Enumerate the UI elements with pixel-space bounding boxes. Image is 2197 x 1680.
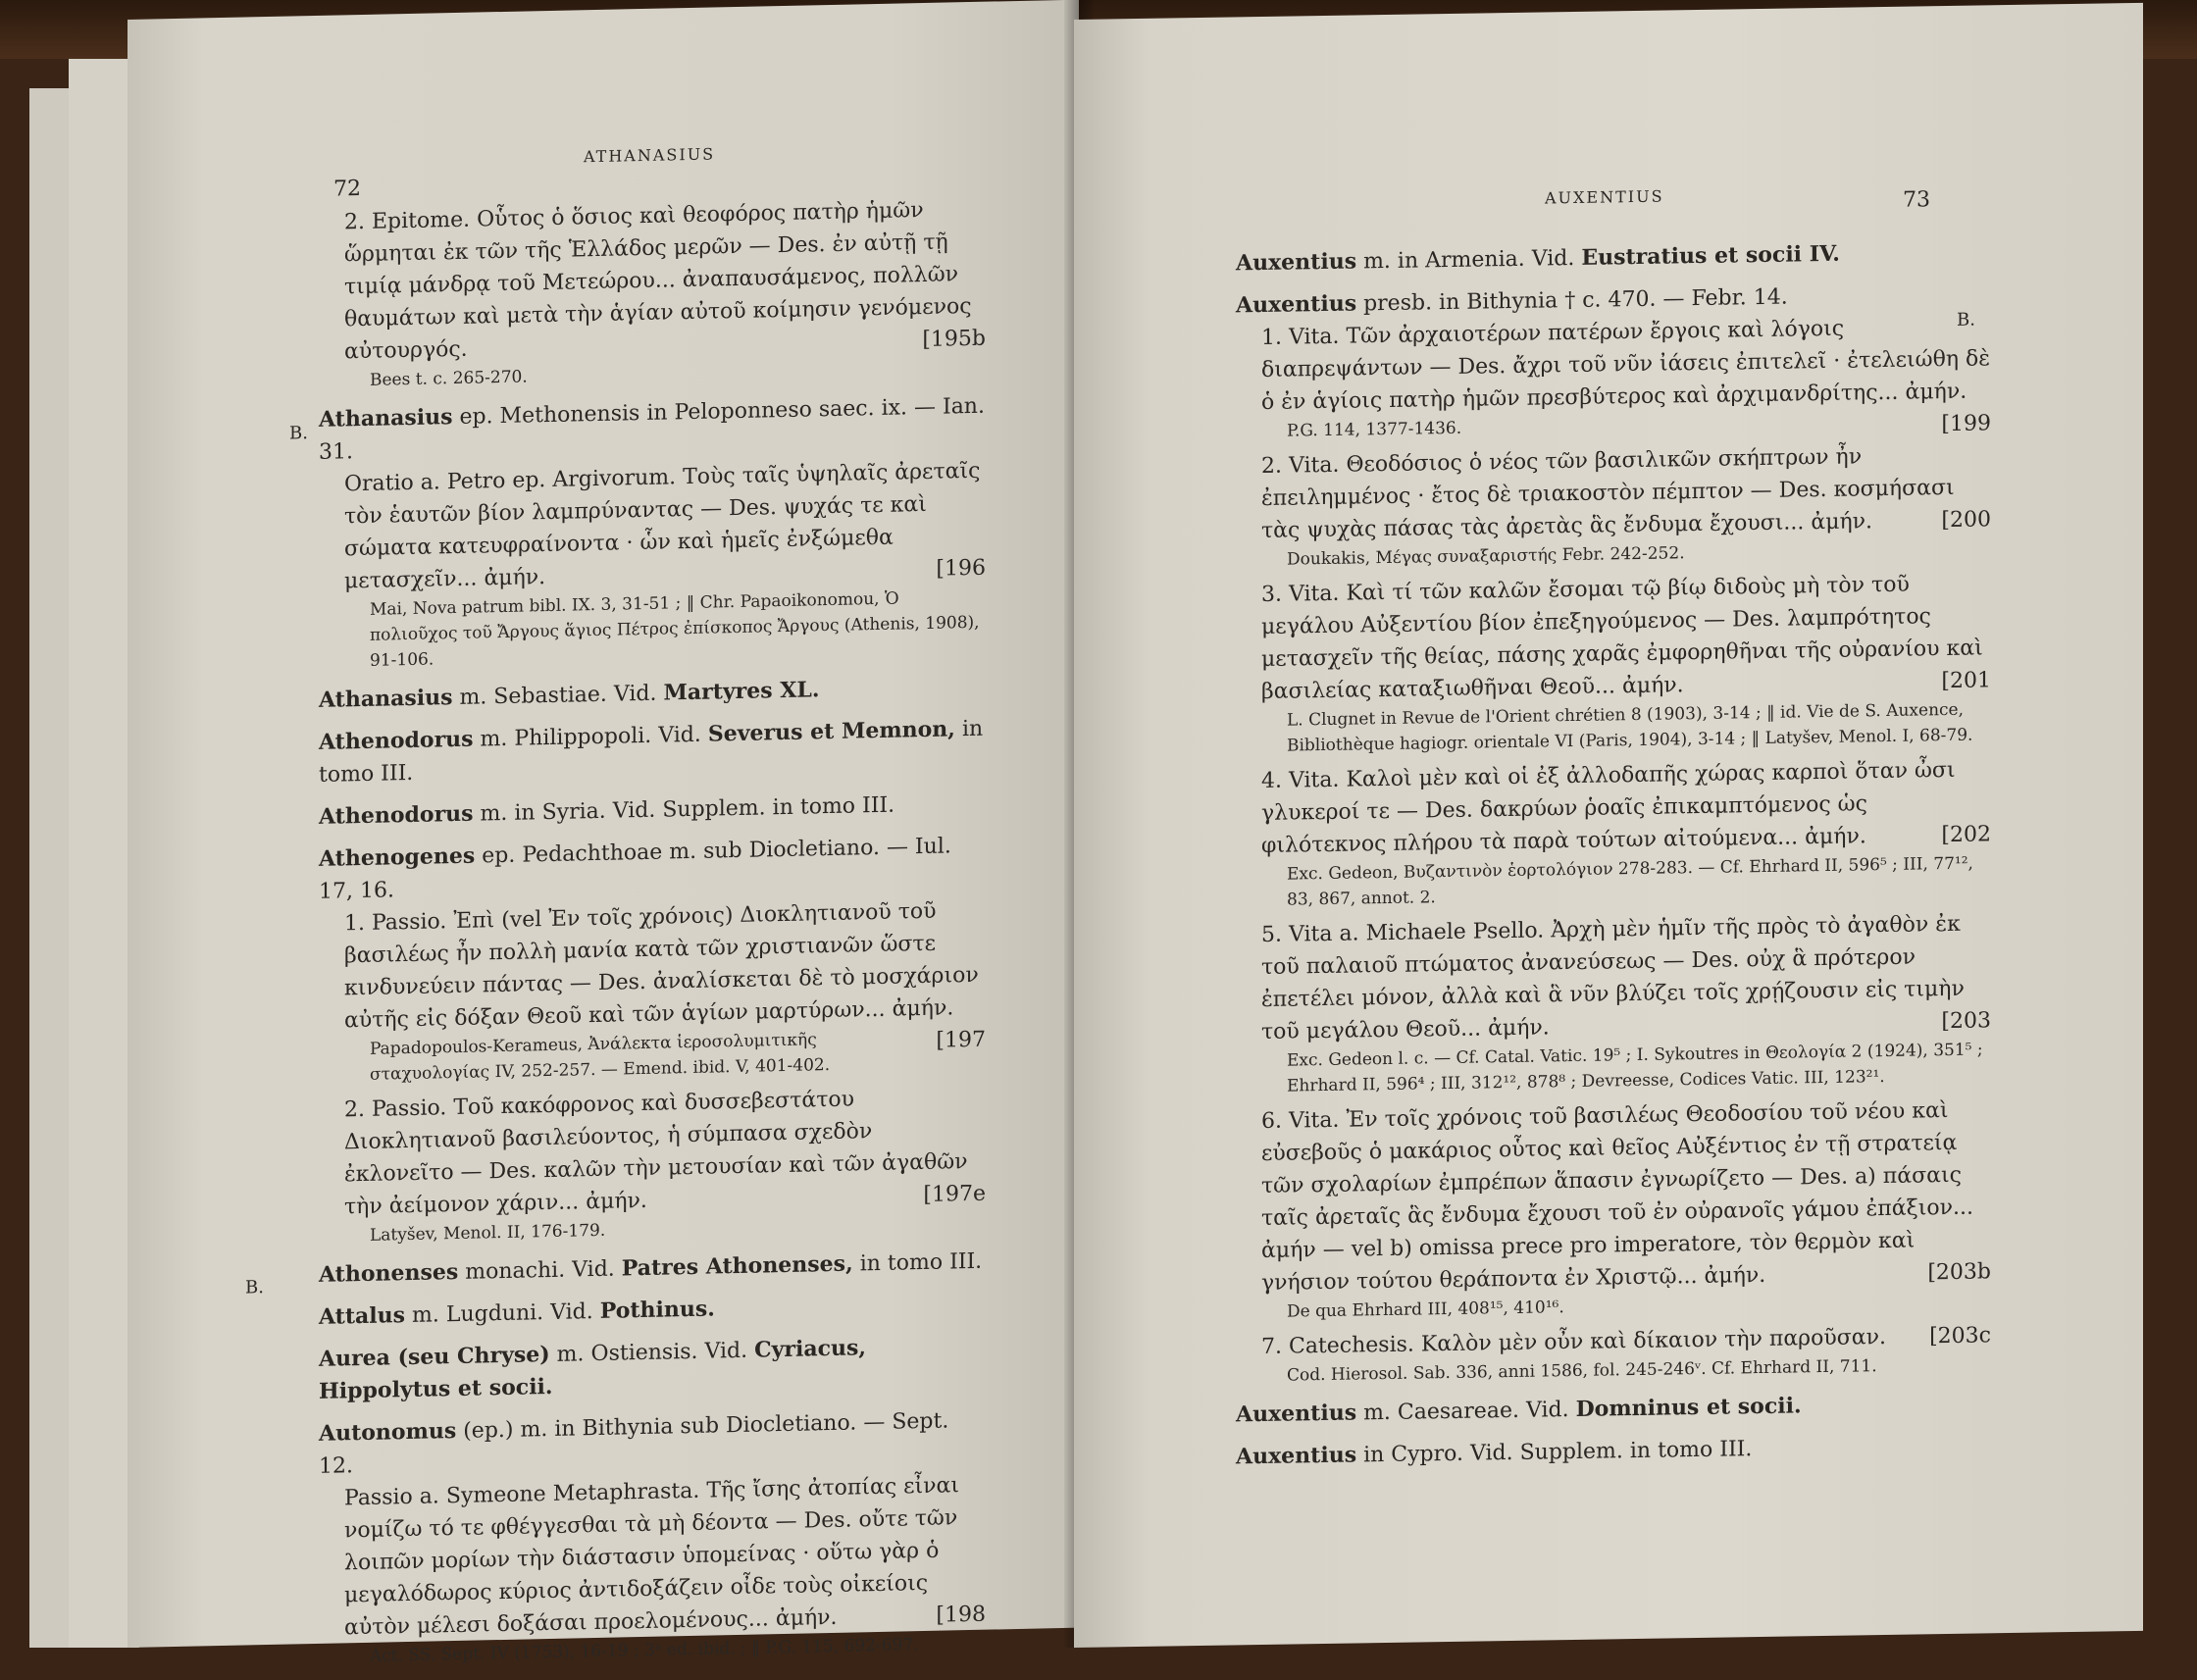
item-number: [203b [1927, 1259, 1991, 1286]
entry-crossref: Domninus et socii. [1575, 1393, 1802, 1422]
item-number: [198 [936, 1602, 986, 1628]
item-text: 5. Vita a. Michaele Psello. Ἀρχὴ μὲν ἡμῖν τῆς πρὸς τὸ ἀγαθὸν ἐκ τοῦ παλαιοῦ πτώματος ἀνανεύσεως — Des. οὐχ ἃ πρότερον ἐπετέλει μόνον, ἀλλὰ καὶ ἃ νῦν βλύζει τοῖς χρῄζουσιν εἰς τιμὴν τοῦ μεγάλου Θεοῦ... ἀμήν. [1261, 911, 1965, 1044]
entry-crossref: Martyres XL. [663, 677, 820, 706]
item-number: [202 [1941, 822, 1991, 848]
item-number: [197 [936, 1027, 986, 1053]
reference-text: Bees t. c. 265-270. [370, 367, 528, 390]
reference-note [1236, 850, 1991, 913]
reference-text: L. Clugnet in Revue de l'Orient chrétien 8 (1903), 3-14 ; ‖ id. Vie de S. Auxence, Bibliothèque hagiogr. orientale VI (Paris, 1904), 3-14 ; ‖ Latyšev, Menol. I, 68-79. [1287, 699, 1973, 756]
item-text: 2. Passio. Τοῦ κακόφρονος καὶ δυσσεβεστάτου Διοκλητιανοῦ βασιλεύοντος, ἡ σύμπασα σχεδὸν ἐκλονεῖτο — Des. καλῶν τὴν μετουσίαν καὶ τῶν ἀγαθῶν τὴν ἀείμονον χάριν... ἀμήν. [344, 1087, 968, 1220]
reference-note [319, 585, 986, 675]
entry-text: m. Ostiensis. Vid. [549, 1338, 755, 1367]
item-text: 1. Passio. Ἐπὶ (vel Ἐν τοῖς χρόνοις) Διοκλητιανοῦ τοῦ βασιλέως ἦν πολλὴ μανία κατὰ τῶν χριστιανῶν ὥστε κινδυνεύειν πάντας — Des. ἀναλίσκεται δὲ τὸ μοσχάριον αὐτῆς εἰς δόξαν Θεοῦ καὶ τῶν ἁγίων μαρτύρων... ἀμήν. [344, 898, 979, 1034]
item-number: [201 [1941, 668, 1991, 694]
text-item [1236, 567, 1991, 708]
text-item [319, 894, 986, 1053]
entry-heading [1236, 235, 1991, 280]
item-text: Oratio a. Petro ep. Argivorum. Τοὺς ταῖς ὑψηλαῖς ἀρεταῖς τὸν ἑαυτῶν βίον λαμπρύναντας — Des. ψυχάς τε καὶ σώματα κατευφραίνοντα · ὧν καὶ ἡμεῖς ἐνξώμεθα μετασχεῖν... ἀμήν. [344, 458, 981, 594]
entry-text: m. Sebastiae. Vid. [452, 681, 664, 711]
entry-crossref: Severus et Memnon, [707, 716, 955, 747]
reference-text: Papadopoulos-Kerameus, Ἀνάλεκτα ἱεροσολυμιτικῆς σταχυολογίας IV, 252-257. — Emend. ibid. V, 401-402. [370, 1030, 831, 1085]
entry-heading [319, 713, 986, 791]
entry-heading [319, 671, 986, 717]
text-item [1236, 753, 1991, 862]
entry-name: Auxentius [1236, 248, 1357, 277]
entry-heading [319, 1288, 986, 1334]
entry-crossref: Eustratius et socii IV. [1581, 240, 1840, 271]
entry-text: m. Caesareae. Vid. [1356, 1397, 1576, 1426]
entry-text: in Cypro. Vid. Supplem. in tomo III. [1356, 1437, 1753, 1468]
entry-name: Auxentius [1236, 1442, 1357, 1470]
reference-note [1236, 1037, 1991, 1099]
entry-heading [1236, 1429, 1991, 1473]
text-item [319, 455, 986, 598]
text-item [319, 193, 986, 369]
margin-note: B. [289, 423, 308, 444]
reference-text: Mai, Nova patrum bibl. IX. 3, 31-51 ; ‖ Chr. Papaoikonomou, Ὁ πολιοῦχος τοῦ Ἄργους ἅγιος Πέτρος ἐπίσκοπος Ἄργους (Athenis, 1908), 91-106. [370, 588, 980, 671]
page-number: 72 [333, 177, 361, 202]
reference-text: Exc. Gedeon l. c. — Cf. Catal. Vatic. 19⁵ ; I. Sykoutres in Θεολογία 2 (1924), 351⁵ ; Ehrhard II, 596⁴ ; III, 312¹², 878⁸ ; Devreesse, Codices Vatic. III, 123²¹. [1287, 1040, 1983, 1096]
item-number: [197e [923, 1181, 986, 1208]
item-number: [195b [922, 326, 986, 353]
item-text: 1. Vita. Τῶν ἀρχαιοτέρων πατέρων ἔργοις καὶ λόγοις διαπρεψάντων — Des. ἄχρι τοῦ νῦν ἰάσεις ἐπιτελεῖ · ἐτελειώθη δὲ ὁ ἐν ἁγίοις πατὴρ ἡμῶν πρεσβύτερος καὶ ἀρχιμανδρίτης... ἀμήν. [1261, 316, 1991, 415]
running-head: ATHANASIUS [584, 144, 716, 167]
entry-name: Autonomus [319, 1417, 457, 1447]
item-text: 7. Catechesis. Καλὸν μὲν οὖν καὶ δίκαιον τὴν παροῦσαν. [1261, 1324, 1886, 1359]
entry-name: Auxentius [1236, 290, 1357, 319]
entry-text: presb. in Bithynia † c. 470. — Febr. 14. [1356, 284, 1788, 317]
margin-note: B. [245, 1277, 264, 1298]
page-number: 73 [1903, 187, 1930, 213]
entry-name: Athonenses [319, 1258, 459, 1288]
item-number: [196 [936, 555, 986, 582]
item-text: 2. Vita. Θεοδόσιος ὁ νέος τῶν βασιλικῶν σκήπτρων ἦν ἐπειλημμένος · ἔτος δὲ τριακοστὸν πέμπτον — Des. κοσμήσασι τὰς ψυχὰς πάσας τὰς ἀρετὰς ἃς ἔνδυμα ἔχουσι... ἀμήν. [1261, 444, 1955, 543]
entry-text: m. in Syria. Vid. Supplem. in tomo III. [473, 792, 895, 827]
text-item [319, 1081, 986, 1224]
text-item [1236, 907, 1991, 1048]
entry-name: Athanasius [319, 685, 453, 713]
reference-text: De qua Ehrhard III, 408¹⁵, 410¹⁶. [1287, 1298, 1564, 1322]
entry-heading [319, 1246, 986, 1292]
entry-text: ep. Methonensis in Peloponneso saec. ix. — Ian. 31. [319, 393, 985, 465]
entry-text: monachi. Vid. [458, 1256, 622, 1285]
entry-heading [1236, 1387, 1991, 1431]
entry-text-rest: in tomo III. [852, 1248, 983, 1277]
reference-text: Doukakis, Μέγας συναξαριστής Febr. 242-252. [1287, 543, 1685, 570]
entry-crossref: Cyriacus, Hippolytus et socii. [319, 1335, 867, 1404]
text-item [1236, 438, 1991, 547]
entry-name: Athenodorus [319, 726, 474, 755]
entry-name: Athenodorus [319, 800, 474, 830]
entry-name: Athanasius [319, 404, 453, 433]
entry-name: Auxentius [1236, 1400, 1357, 1428]
reference-text: Act. SS. Sept. IV (1753), 16-19 ; 3ᵃ ed. ibid. ; ‖ P.G. 115, 692-697. [370, 1635, 919, 1666]
text-item [1236, 1094, 1991, 1299]
entry-heading [319, 1330, 986, 1408]
reference-note [1236, 696, 1991, 759]
item-number: [200 [1941, 507, 1991, 534]
running-head: AUXENTIUS [1545, 186, 1664, 208]
reference-text: Latyšev, Menol. II, 176-179. [370, 1220, 606, 1246]
reference-text: Cod. Hierosol. Sab. 336, anni 1586, fol. 245-246ᵛ. Cf. Ehrhard II, 711. [1287, 1356, 1877, 1386]
entry-name: Aurea (seu Chryse) [319, 1341, 550, 1372]
reference-text: Exc. Gedeon, Βυζαντινὸν ἑορτολόγιον 278-283. — Cf. Ehrhard II, 596⁵ ; III, 77¹², 83, 867, annot. 2. [1287, 853, 1973, 910]
item-number: [199 [1941, 411, 1991, 437]
entry-text: m. Lugduni. Vid. [405, 1298, 600, 1329]
margin-note: B. [1957, 309, 1975, 331]
right-page [1074, 3, 2143, 1648]
item-text: Passio a. Symeone Metaphrasta. Τῆς ἴσης ἀτοπίας εἶναι νομίζω τό τε φθέγγεσθαι τὰ μὴ δέοντα — Des. οὔτε τῶν λοιπῶν μορίων τὴν διάστασιν ὑπομείνας · οὕτω γὰρ ὁ μεγαλόδωρος κύριος ἀντιδοξάζειν οἶδε τοὺς οἰκείοις αὐτὸν μέλεσι δοξάσαι προελομένους... ἀμήν. [344, 1473, 960, 1641]
reference-text: P.G. 114, 1377-1436. [1287, 418, 1462, 441]
entry-crossref: Pothinus. [599, 1296, 715, 1324]
entry-name: Athenogenes [319, 842, 476, 872]
item-text: 4. Vita. Καλοὶ μὲν καὶ οἱ ἐξ ἀλλοδαπῆς χώρας καρποὶ ὅταν ὦσι γλυκεροί τε — Des. δακρύων ῥοαῖς ἐπικαμπτόμενος ὡς φιλότεκνος πλήρου τὰ παρὰ τούτων αἰτούμενα... ἀμήν. [1261, 757, 1956, 858]
item-text: 2. Epitome. Οὗτος ὁ ὅσιος καὶ θεοφόρος πατὴρ ἡμῶν ὥρμηται ἐκ τῶν τῆς Ἑλλάδος μερῶν — Des. ἐν αὐτῇ τῇ τιμίᾳ μάνδρᾳ τοῦ Μετεώρου... ἀναπαυσάμενος, πολλῶν θαυμάτων καὶ μετὰ τὴν ἁγίαν αὐτοῦ κοίμησιν γενόμενος αὐτουργός. [344, 197, 972, 365]
entry-crossref: Patres Athonenses, [621, 1250, 853, 1282]
entry-text: ep. Pedachthoae m. sub Diocletiano. — Iul. 17, 16. [319, 834, 951, 904]
text-item [319, 1469, 986, 1645]
left-text-column [319, 193, 986, 1676]
entry-text: m. Philippopoli. Vid. [473, 722, 708, 752]
entry-name: Attalus [319, 1302, 405, 1330]
item-text: 6. Vita. Ἐν τοῖς χρόνοις τοῦ βασιλέως Θεοδοσίου τοῦ νέου καὶ εὐσεβοῦς ὁ μακάριος οὗτος καὶ θεῖος Αὐξέντιος ἐν τῇ στρατείᾳ τῶν σχολαρίων ἐμπρέπων ἅπασιν ἐγνωρίζετο — Des. a) πάσαις ταῖς ἀρεταῖς ἃς ἔνδυμα ἔχουσι τοῦ ἐν οὐρανοῖς γάμου ἐπάξιον... ἀμήν — vel b) omissa prece pro imperatore, τὸν θερμὸν καὶ γνήσιον τούτου θεράποντα ἐν Χριστῷ... ἀμήν. [1261, 1097, 1973, 1296]
left-page [128, 0, 1079, 1666]
right-text-column [1236, 226, 1991, 1473]
item-number: [203c [1929, 1323, 1991, 1349]
entry-heading [319, 788, 986, 834]
item-number: [203 [1941, 1008, 1991, 1035]
entry-text: m. in Armenia. Vid. [1356, 245, 1582, 275]
entry-text: (ep.) m. in Bithynia sub Diocletiano. — Sept. 12. [319, 1408, 949, 1479]
item-text: 3. Vita. Καὶ τί τῶν καλῶν ἔσομαι τῷ βίῳ διδοὺς μὴ τὸν τοῦ μεγάλου Αὐξεντίου βίον ἐπεξηγούμενος — Des. λαμπρότητος μετασχεῖν τῆς θείας, πάσης χαρᾶς ἐμφορηθῆναι τῆς οὐρανίου καὶ βασιλείας καταξιωθῆναι Θεοῦ... ἀμήν. [1261, 572, 1983, 704]
entry-text-rest: in tomo III. [319, 716, 984, 788]
